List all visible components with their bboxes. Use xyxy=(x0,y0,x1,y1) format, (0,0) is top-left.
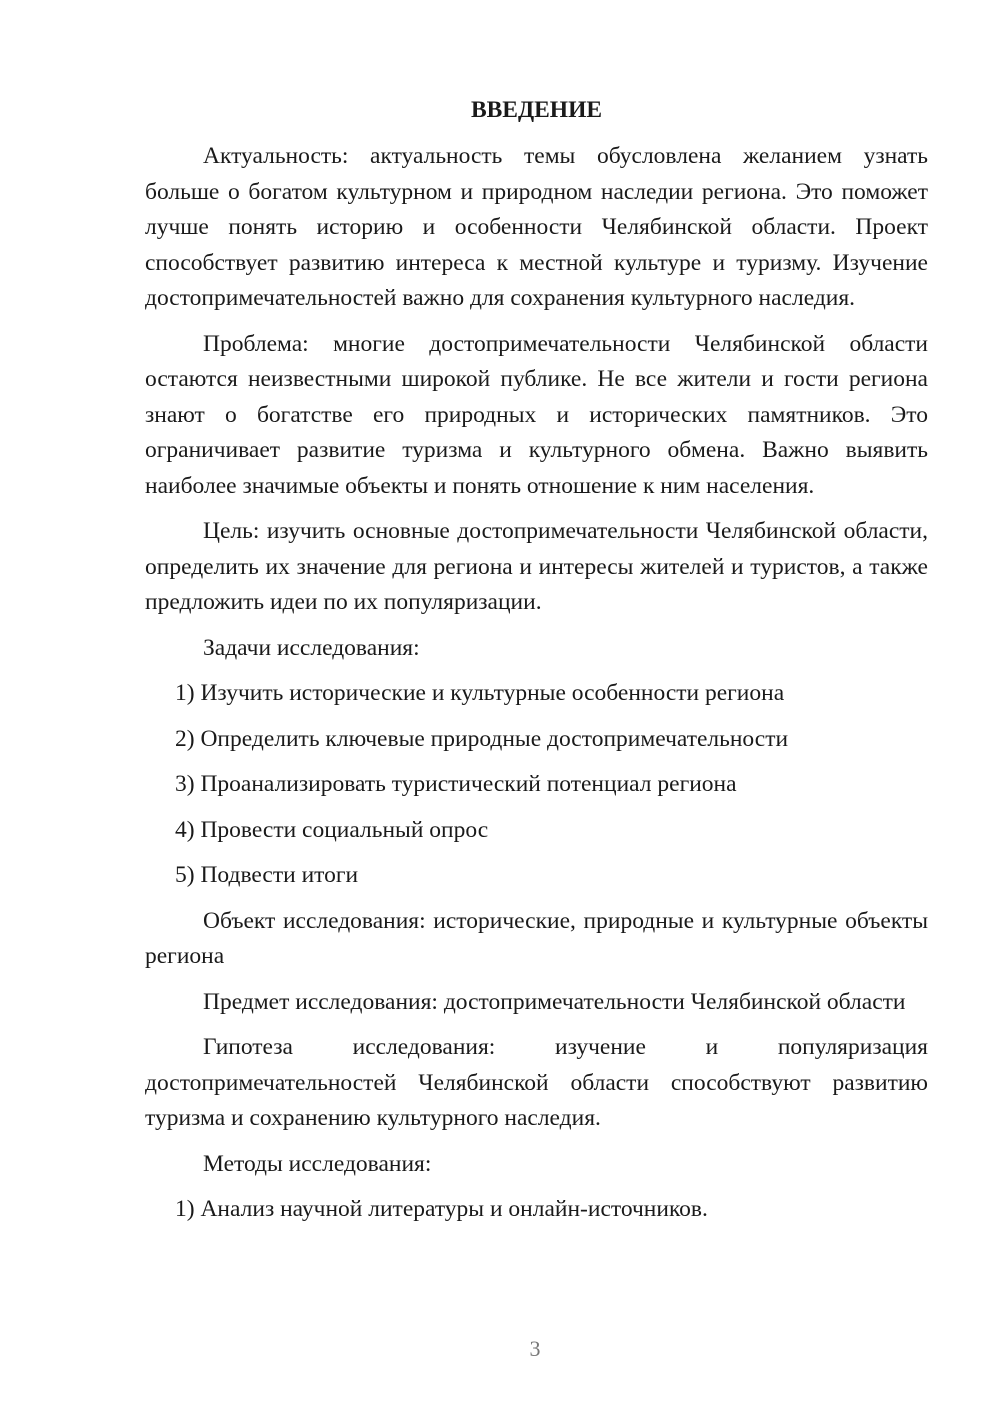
methods-title: Методы исследования: xyxy=(203,1150,432,1177)
method-item: 1) Анализ научной литературы и онлайн-источников. xyxy=(175,1196,708,1222)
goal-paragraph: Цель: изучить основные достопримечательности Челябинской области, определить их значение для региона и интересы жителей и туристов, а также предложить идеи по их популяризации. xyxy=(145,518,928,615)
section-heading: ВВЕДЕНИЕ xyxy=(470,97,603,123)
task-item: 2) Определить ключевые природные достопримечательности xyxy=(175,725,789,752)
tasks-title: Задачи исследования: xyxy=(203,634,420,661)
task-item: 4) Провести социальный опрос xyxy=(175,816,489,843)
subject-paragraph: Предмет исследования: достопримечательности Челябинской области xyxy=(203,988,906,1015)
object-paragraph: Объект исследования: исторические, природные и культурные объекты региона xyxy=(145,907,928,969)
task-item: 5) Подвести итоги xyxy=(175,862,359,888)
problem-paragraph: Проблема: многие достопримечательности Челябинской области остаются неизвестными широкой публике. Не все жители и гости региона знают о богатстве его природных и исторических памятников. Это ограничивает развитие туризма и культурного обмена. Важно выявить наиболее значимые объекты и понять отношение к ним населения. xyxy=(145,330,928,499)
methods-list xyxy=(145,1192,928,1228)
hypothesis-paragraph: Гипотеза исследования: изучение и популяризация достопримечательностей Челябинской области способствуют развитию туризма и сохранению культурного наследия. xyxy=(145,1034,928,1131)
task-item: 3) Проанализировать туристический потенциал региона xyxy=(175,771,737,797)
page-number: 3 xyxy=(529,1336,541,1361)
page-content xyxy=(145,94,928,1238)
relevance-paragraph: Актуальность: актуальность темы обусловлена желанием узнать больше о богатом культурном и природном наследии региона. Это поможет лучше понять историю и особенности Челябинской области. Проект способствует развитию интереса к местной культуре и туризму. Изучение достопримечательностей важно для сохранения культурного наследия. xyxy=(145,143,928,311)
task-item: 1) Изучить исторические и культурные особенности региона xyxy=(175,680,785,706)
tasks-list xyxy=(145,676,928,894)
